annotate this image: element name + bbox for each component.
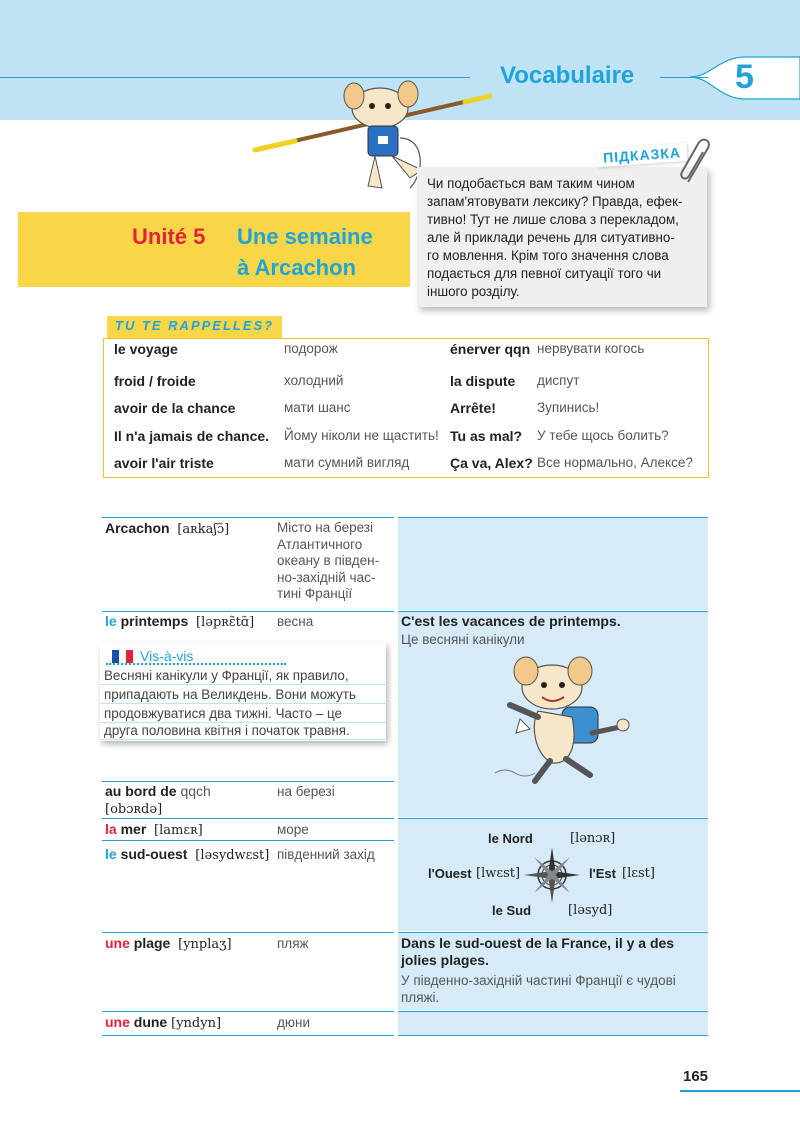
rappelles-row bbox=[104, 400, 710, 426]
compass-nord-ipa: [lənɔʀ] bbox=[570, 831, 616, 846]
vocab-translation: південний захід bbox=[277, 847, 375, 862]
vocab-printemps bbox=[105, 613, 254, 630]
ua-word: мати сумний вигляд bbox=[284, 455, 410, 470]
french-flag-icon bbox=[112, 650, 133, 663]
ua-word: Все нормально, Алексе? bbox=[537, 455, 693, 470]
rappelles-row bbox=[104, 428, 710, 454]
table-rule bbox=[398, 517, 708, 518]
fr-word: avoir l'air triste bbox=[114, 455, 214, 471]
visavis-title: Vis-à-vis bbox=[140, 648, 194, 664]
example-ukrainian: Це весняні канікули bbox=[401, 632, 525, 647]
article-feminine: une bbox=[105, 935, 130, 951]
fr-word: Tu as mal? bbox=[450, 428, 523, 444]
table-rule bbox=[102, 932, 394, 933]
example-ukrainian bbox=[401, 972, 676, 1006]
vocab-plage bbox=[105, 935, 232, 952]
ua-word: холодний bbox=[284, 373, 344, 388]
ua-word: подорож bbox=[284, 341, 338, 356]
table-rule bbox=[398, 932, 708, 933]
vocab-dune bbox=[105, 1014, 221, 1031]
table-rule bbox=[102, 781, 394, 782]
table-rule bbox=[102, 1035, 394, 1036]
unit-label: Unité 5 bbox=[132, 224, 206, 249]
example-line: Dans le sud-ouest de la France, il y a des bbox=[401, 935, 675, 951]
ua-word: диспут bbox=[537, 373, 580, 388]
vocab-translation: море bbox=[277, 822, 309, 837]
fr-word: Il n'a jamais de chance. bbox=[114, 428, 270, 444]
ua-word: Зупинись! bbox=[537, 400, 600, 415]
fr-word: énerver qqn bbox=[450, 341, 531, 357]
vocab-word: printemps bbox=[120, 613, 189, 629]
compass-rose-icon bbox=[522, 845, 582, 905]
visavis-line: припадають на Великдень. Вони можуть bbox=[100, 685, 386, 704]
hint-box bbox=[417, 167, 707, 307]
vocab-bord-ipa-line bbox=[105, 800, 162, 817]
example-french bbox=[401, 935, 674, 969]
fr-word: avoir de la chance bbox=[114, 400, 236, 416]
compass-sud-label: le Sud bbox=[492, 903, 532, 918]
vocab-ipa: [ləpʀɛ̃tɑ̃] bbox=[196, 615, 255, 630]
hint-line: подається для певної ситуації того чи bbox=[427, 266, 662, 281]
unit-name-line1: Une semaine bbox=[237, 224, 373, 249]
compass-est-ipa: [lɛst] bbox=[622, 866, 655, 881]
visavis-box bbox=[100, 643, 386, 741]
header-rule-right bbox=[660, 77, 708, 78]
example-french: C'est les vacances de printemps. bbox=[401, 613, 621, 629]
hint-line: запам'ятовувати лексику? Правда, ефек- bbox=[427, 194, 683, 209]
vocab-extra: qqch bbox=[180, 783, 211, 799]
translation-line: но-західній час- bbox=[277, 569, 376, 585]
vocab-translation: пляж bbox=[277, 936, 309, 951]
fr-word: la dispute bbox=[450, 373, 516, 389]
vocab-ipa: [ləsydwɛst] bbox=[195, 848, 270, 863]
example-panel bbox=[398, 1012, 708, 1035]
fr-word: Ça va, Alex? bbox=[450, 455, 533, 471]
rappelles-row bbox=[104, 373, 710, 399]
translation-line: Атлантичного bbox=[277, 536, 363, 552]
article-feminine: la bbox=[105, 821, 117, 837]
hint-label: ПІДКАЗКА bbox=[596, 143, 687, 167]
ua-word: нервувати когось bbox=[537, 341, 645, 356]
hint-line: го мовлення. Крім того значення слова bbox=[427, 248, 669, 263]
vocab-arcachon bbox=[105, 520, 229, 537]
table-rule bbox=[398, 611, 708, 612]
table-rule bbox=[102, 818, 394, 819]
table-rule bbox=[102, 517, 394, 518]
table-rule bbox=[398, 1035, 708, 1036]
example-line: jolies plages. bbox=[401, 952, 489, 968]
mascot-running-icon bbox=[480, 655, 640, 790]
compass-sud bbox=[492, 903, 531, 918]
compass-nord-label: le Nord bbox=[488, 831, 533, 846]
ua-word: Йому ніколи не щастить! bbox=[284, 428, 439, 443]
vocab-word: Arcachon bbox=[105, 520, 170, 536]
vocab-word: dune bbox=[133, 1014, 168, 1030]
compass-est-label: l'Est bbox=[589, 866, 616, 881]
translation-line: Місто на березі bbox=[277, 520, 373, 535]
article-masculine: le bbox=[105, 613, 117, 629]
fr-word: froid / froide bbox=[114, 373, 196, 389]
table-rule bbox=[102, 840, 394, 841]
rappelles-box bbox=[103, 338, 709, 478]
compass-sud-ipa: [ləsyd] bbox=[568, 903, 613, 918]
translation-line: тині Франції bbox=[277, 586, 353, 601]
page-number-rule bbox=[680, 1090, 800, 1092]
fr-word: Arrête! bbox=[450, 400, 496, 416]
compass-ouest bbox=[428, 866, 472, 881]
vocab-arcachon-translation bbox=[277, 520, 395, 603]
compass-nord bbox=[488, 831, 533, 846]
unit-name-line2: à Arcachon bbox=[237, 255, 357, 280]
rappelles-row bbox=[104, 341, 710, 367]
compass-est bbox=[589, 866, 616, 881]
table-rule bbox=[398, 818, 708, 819]
unit-number: 5 bbox=[735, 58, 754, 96]
vocab-sudouest bbox=[105, 846, 269, 863]
article-masculine: le bbox=[105, 846, 117, 862]
vocab-ipa: [ynplaʒ] bbox=[178, 937, 232, 952]
hint-text bbox=[427, 175, 699, 301]
compass-ouest-ipa: [lwɛst] bbox=[476, 866, 521, 881]
vocab-word: plage bbox=[133, 935, 171, 951]
vocab-ipa: [aʀkaʃɔ̃] bbox=[177, 522, 230, 537]
paperclip-icon bbox=[676, 138, 716, 186]
vocab-ipa: [obɔʀdə] bbox=[105, 802, 163, 817]
section-title: Vocabulaire bbox=[500, 62, 635, 89]
vocab-ipa: [lamɛʀ] bbox=[154, 823, 203, 838]
ua-word: мати шанс bbox=[284, 400, 351, 415]
hint-line: але й приклади речень для ситуативно- bbox=[427, 230, 675, 245]
vocab-bord bbox=[105, 783, 211, 799]
page-number: 165 bbox=[683, 1068, 709, 1085]
compass-ouest-label: l'Ouest bbox=[428, 866, 472, 881]
table-rule bbox=[102, 611, 394, 612]
rappelles-row bbox=[104, 455, 710, 481]
hint-line: тивно! Тут не лише слова з перекладом, bbox=[427, 212, 679, 227]
vocab-word: au bord de bbox=[105, 783, 177, 799]
rappelles-title: TU TE RAPPELLES? bbox=[107, 316, 282, 338]
visavis-line: Весняні канікули у Франції, як правило, bbox=[100, 666, 386, 685]
article-feminine: une bbox=[105, 1014, 130, 1030]
vocab-mer bbox=[105, 821, 203, 838]
example-line: пляжі. bbox=[401, 990, 440, 1005]
hint-line: Чи подобається вам таким чином bbox=[427, 176, 635, 191]
table-rule bbox=[398, 1011, 708, 1012]
hint-line: іншого розділу. bbox=[427, 284, 520, 299]
vocab-word: mer bbox=[120, 821, 147, 837]
vocab-ipa: [yndyn] bbox=[171, 1016, 222, 1031]
example-line: У південно-західній частині Франції є чудові bbox=[401, 973, 676, 988]
fr-word: le voyage bbox=[114, 341, 178, 357]
visavis-line: друга половина квітня і початок травня. bbox=[100, 721, 386, 740]
visavis-header bbox=[106, 647, 286, 665]
vocab-translation: весна bbox=[277, 614, 314, 629]
vocab-translation: дюни bbox=[277, 1015, 310, 1030]
table-rule bbox=[102, 1011, 394, 1012]
vocab-translation: на березі bbox=[277, 784, 335, 799]
example-panel bbox=[398, 518, 708, 610]
visavis-line: продовжуватися два тижні. Часто – це bbox=[100, 704, 386, 723]
vocab-word: sud-ouest bbox=[120, 846, 188, 862]
translation-line: океану в півден- bbox=[277, 553, 380, 568]
ua-word: У тебе щось болить? bbox=[537, 428, 669, 443]
